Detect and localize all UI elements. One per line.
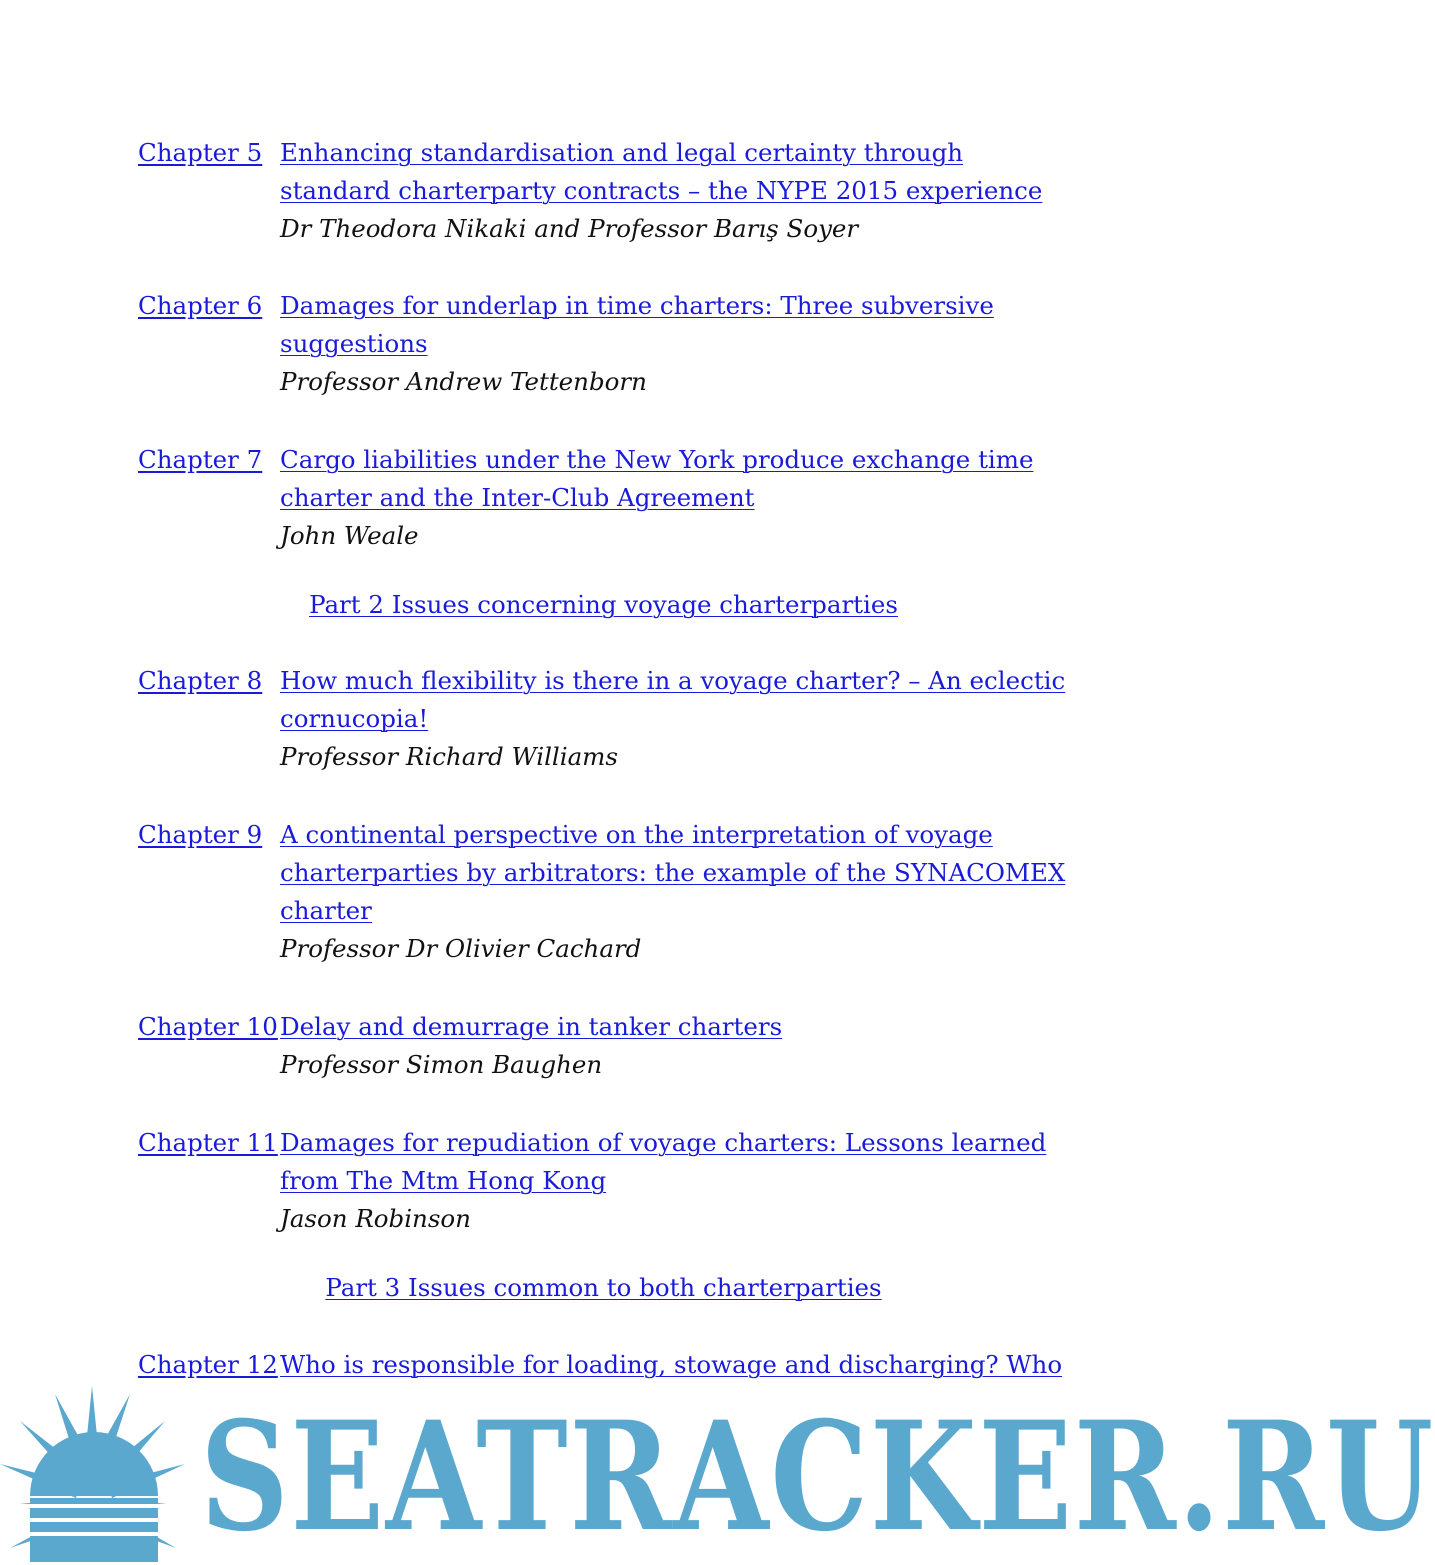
chapter-title-link[interactable]: Delay and demurrage in tanker charters: [280, 1012, 783, 1041]
chapter-author: Professor Dr Olivier Cachard: [280, 934, 642, 963]
part-2-link[interactable]: Part 2 Issues concerning voyage charterparties: [309, 590, 898, 619]
part-3-link[interactable]: Part 3 Issues common to both charterparties: [325, 1273, 882, 1302]
chapter-number-link[interactable]: Chapter 7: [138, 445, 263, 474]
chapter-title-link[interactable]: A continental perspective on the interpretation of voyage charterparties by arbitrators: the example of the SYNACOMEX charter: [280, 820, 1066, 925]
chapter-number-link[interactable]: Chapter 5: [138, 138, 263, 167]
chapter-number-link[interactable]: Chapter 11: [138, 1128, 278, 1157]
chapter-author: Professor Richard Williams: [280, 742, 618, 771]
chapter-title-link[interactable]: Damages for repudiation of voyage charters: Lessons learned from The Mtm Hong Kong: [280, 1128, 1047, 1195]
chapter-author: Jason Robinson: [280, 1204, 471, 1233]
sun-icon: [0, 1386, 186, 1562]
toc-entry-chapter-10: [138, 1008, 1078, 1084]
chapter-number-link[interactable]: Chapter 9: [138, 820, 263, 849]
chapter-title-link[interactable]: Cargo liabilities under the New York produce exchange time charter and the Inter-Club Agreement: [280, 445, 1034, 512]
watermark-text: SEATRACKER.RU: [200, 1389, 1435, 1565]
chapter-number-link[interactable]: Chapter 10: [138, 1012, 278, 1041]
chapter-title-link[interactable]: How much flexibility is there in a voyage charter? – An eclectic cornucopia!: [280, 666, 1066, 733]
chapter-number-link[interactable]: Chapter 6: [138, 291, 263, 320]
chapter-number-link[interactable]: Chapter 12: [138, 1350, 278, 1379]
part-heading-3: [0, 1269, 1207, 1307]
chapter-author: John Weale: [280, 521, 419, 550]
chapter-author: Dr Theodora Nikaki and Professor Barış Soyer: [280, 214, 859, 243]
toc-entry-chapter-11: [138, 1124, 1078, 1238]
toc-entry-chapter-8: [138, 662, 1078, 776]
chapter-author: Professor Andrew Tettenborn: [280, 367, 647, 396]
toc-entry-chapter-7: [138, 441, 1078, 555]
chapter-author: Professor Simon Baughen: [280, 1050, 603, 1079]
toc-entry-chapter-6: [138, 287, 1078, 401]
chapter-title-link[interactable]: Enhancing standardisation and legal certainty through standard charterparty contracts – the NYPE 2015 experience: [280, 138, 1043, 205]
chapter-title-link[interactable]: Damages for underlap in time charters: Three subversive suggestions: [280, 291, 994, 358]
toc-entry-chapter-5: [138, 134, 1078, 248]
chapter-title-link[interactable]: Who is responsible for loading, stowage and discharging? Who: [280, 1350, 1063, 1379]
chapter-number-link[interactable]: Chapter 8: [138, 666, 263, 695]
toc-entry-chapter-9: [138, 816, 1078, 968]
part-heading-2: [0, 586, 1207, 624]
